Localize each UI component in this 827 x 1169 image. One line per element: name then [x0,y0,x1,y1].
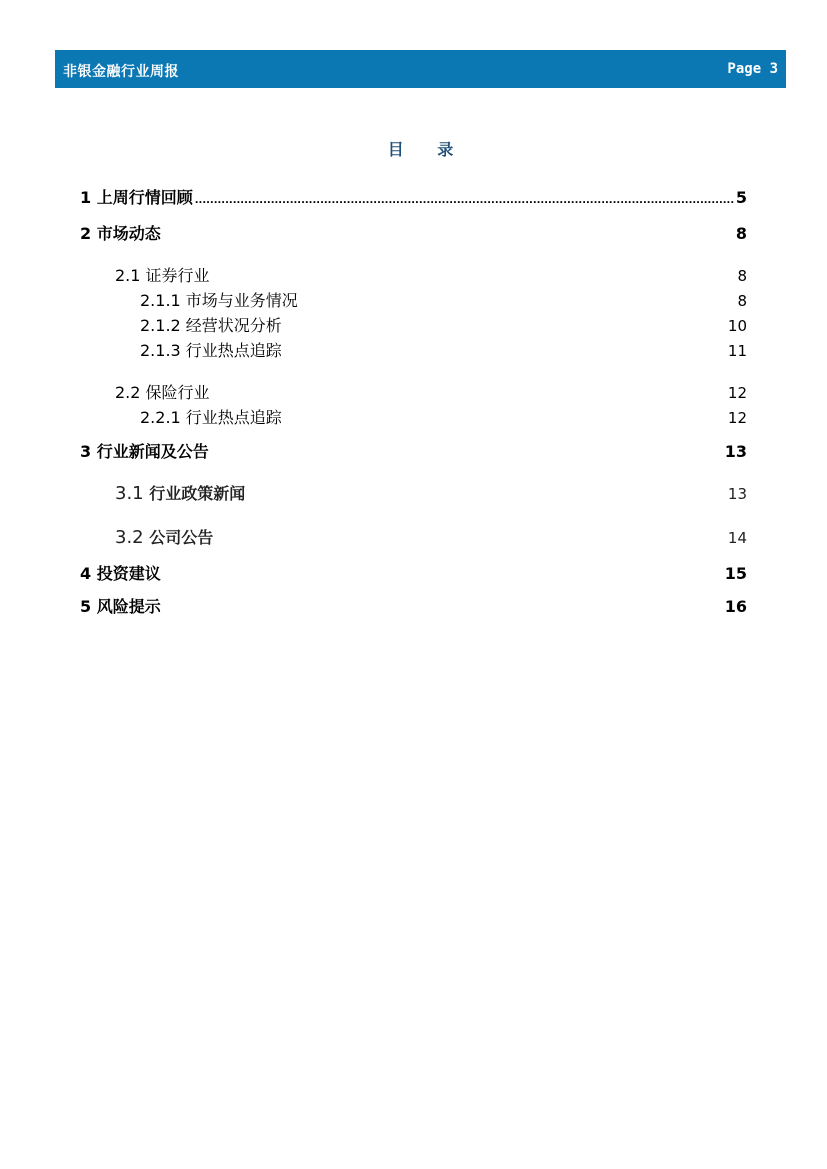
toc-entry-label: 2.2.1 行业热点追踪 [140,408,282,427]
toc-dot-leader [195,188,734,207]
toc-entry-label: 2.1.2 经营状况分析 [140,316,282,335]
toc-entry-label: 2.2 保险行业 [115,383,210,402]
toc-entry-page: 13 [727,485,747,503]
toc-entry-2[interactable] [80,221,747,244]
toc-entry-label: 1 上周行情回顾 [80,188,193,207]
toc-entry-5[interactable] [80,594,747,617]
toc-entry-page: 10 [727,317,747,335]
toc-entry-label: 2 市场动态 [80,224,161,243]
toc-entry-page: 8 [737,292,747,310]
toc-entry-label: 4 投资建议 [80,564,161,583]
toc-entry-2-1-2[interactable] [140,313,747,336]
toc-entry-3-1[interactable] [115,481,747,504]
toc-entry-page: 8 [737,267,747,285]
toc-title: 目 录 [387,140,468,159]
toc-entry-label: 2.1.3 行业热点追踪 [140,341,282,360]
toc-entry-page: 16 [724,597,747,616]
toc-entry-label: 2.1 证券行业 [115,266,210,285]
toc-entry-label: 公司公告 [143,528,214,547]
toc-entry-page: 12 [727,409,747,427]
toc-entry-label: 2.1.1 市场与业务情况 [140,291,298,310]
toc-entry-2-2[interactable] [115,380,747,403]
toc-entry-3-2[interactable] [115,525,747,548]
toc-entry-label: 5 风险提示 [80,597,161,616]
toc-entry-number: 3.2 [115,527,144,548]
toc-entry-page: 15 [724,564,747,583]
toc-entry-1[interactable] [80,185,747,208]
toc-entry-2-1-1[interactable] [140,288,747,311]
toc-entry-label: 3 行业新闻及公告 [80,442,209,461]
toc-entry-page: 13 [724,442,747,461]
page-number: Page 3 [727,61,778,77]
toc-entry-page: 5 [735,188,747,207]
toc-entry-2-1-3[interactable] [140,338,747,361]
toc-entry-2-1[interactable] [115,263,747,286]
toc-entry-label: 行业政策新闻 [143,484,246,503]
toc-entry-4[interactable] [80,561,747,584]
toc-entry-3[interactable] [80,439,747,462]
toc-entry-page: 11 [727,342,747,360]
toc-entry-page: 12 [727,384,747,402]
toc-entry-page: 14 [727,529,747,547]
toc-entry-2-2-1[interactable] [140,405,747,428]
toc-entry-page: 8 [735,224,747,243]
toc-entry-number: 3.1 [115,483,144,504]
report-title: 非银金融行业周报 [63,64,179,80]
page-header [55,50,786,88]
